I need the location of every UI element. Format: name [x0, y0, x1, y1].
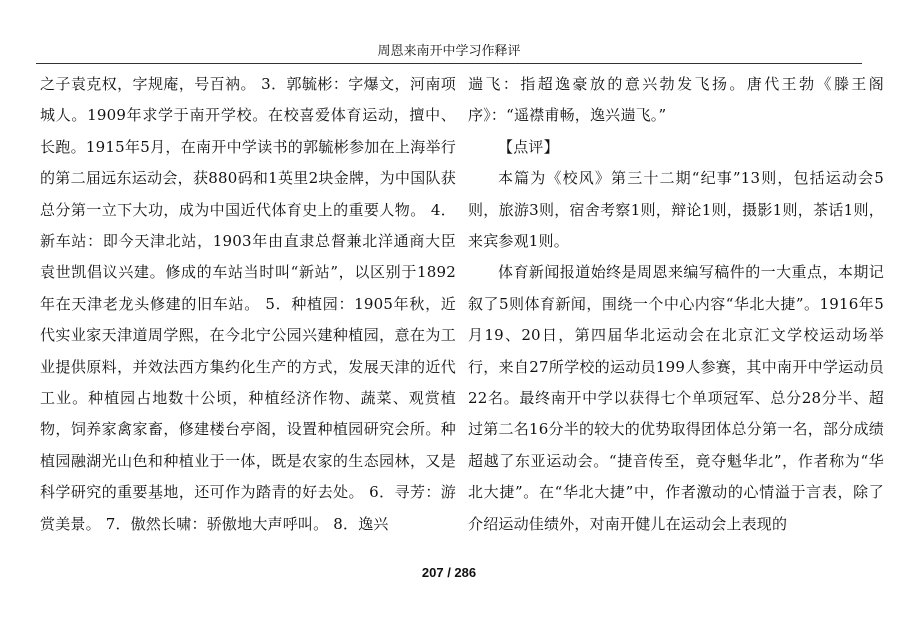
notes-paragraph: 之子袁克权，字规庵，号百衲。 3．郭毓彬：字爆文，河南项城人。1909年求学于南开学校。在校喜爱体育运动，擅中、长跑。1915年5月，在南开中学读书的郭毓彬参加在上海举行的第二届远东运动会，获880码和1英里2块金牌，为中国队获总分第一立下大功，成为中国近代体育史上的重要人物。 4．新车站：即今天津北站，1903年由直隶总督兼北洋通商大臣袁世凯倡议兴建。修成的车站当时叫“新站”，以区别于1892年在天津老龙头修建的旧车站。 5．种植园：1905年秋，近代实业家天津道周学熙，在今北宁公园兴建种植园，意在为工业提供原料，并效法西方集约化生产的方式，发展天津的近代工业。种植园占地数十公顷，种植经济作物、蔬菜、观赏植物，饲养家禽家畜，修建楼台亭阁，设置种植园研究会所。种植园融湖光山色和种植业于一体，既是农家的生态园林，又是科学研究的重要基地，还可作为踏青的好去处。 6．寻芳：游赏美景。 7．傲然长啸：骄傲地大声呼叫。 8．逸兴 — [40, 75, 456, 533]
note-continuation: 遄飞：指超逸豪放的意兴勃发飞扬。唐代王勃《滕王阁序》：“遥襟甫畅，逸兴遄飞。” — [468, 75, 884, 125]
right-column — [468, 69, 884, 540]
commentary-paragraph-1: 本篇为《校风》第三十二期“纪事”13则，包括运动会5则，旅游3则，宿舍考察1则，辩论1则，摄影1则，茶话1则，来宾参观1则。 — [468, 169, 884, 251]
header-rule — [36, 63, 862, 64]
commentary-heading: 【点评】 — [498, 137, 559, 156]
page-number: 207 / 286 — [421, 565, 477, 580]
running-header: 周恩来南开中学习作释评 — [377, 44, 521, 59]
commentary-paragraph-2: 体育新闻报道始终是周恩来编写稿件的一大重点，本期记叙了5则体育新闻，围绕一个中心内容“华北大捷”。1916年5月19、20日，第四届华北运动会在北京汇文学校运动场举行，来自27所学校的运动员199人参赛，其中南开中学运动员22名。最终南开中学以获得七个单项冠军、总分28分半、超过第二名16分半的较大的优势取得团体总分第一名，部分成绩超越了东亚运动会。“捷音传至，竟夺魁华北”，作者称为“华北大捷”。在“华北大捷”中，作者激动的心情溢于言表，除了介绍运动佳绩外，对南开健儿在运动会上表现的 — [468, 263, 884, 533]
left-column — [40, 69, 456, 540]
